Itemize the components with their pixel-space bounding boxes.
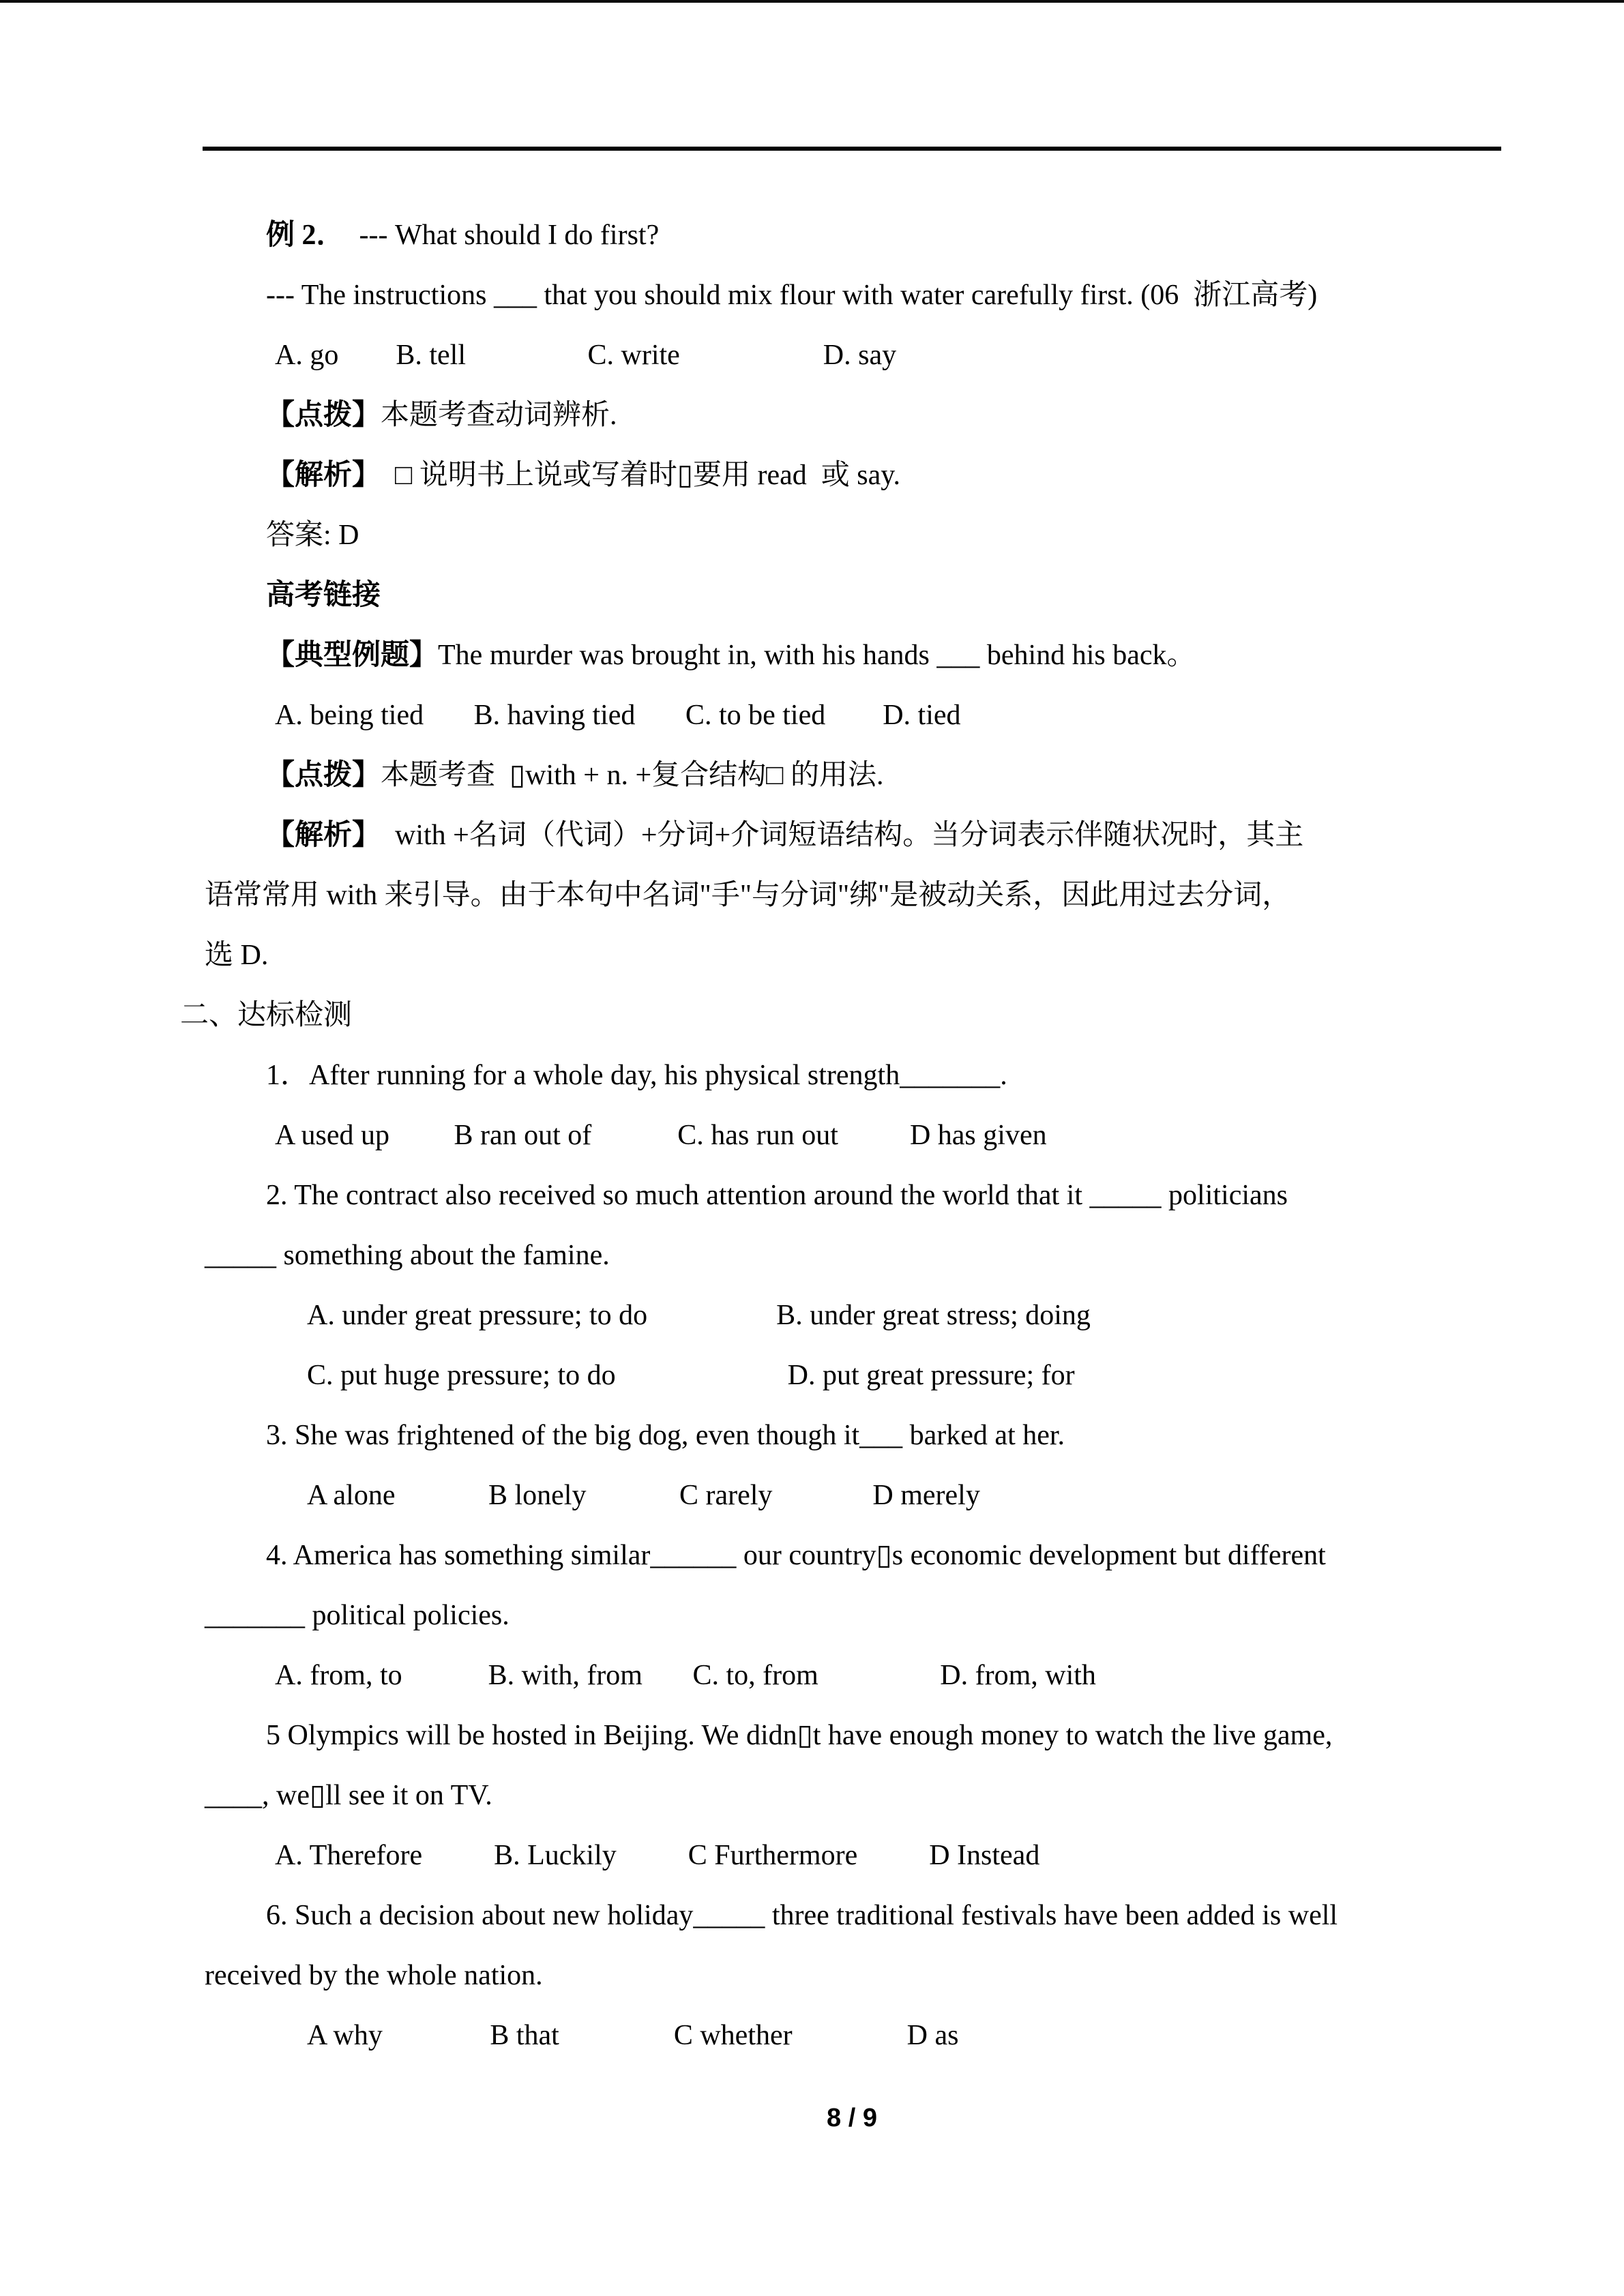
q2-line-2 bbox=[0, 1225, 1624, 1285]
q5-line-1 bbox=[0, 1705, 1624, 1765]
example2-analysis-line bbox=[0, 445, 1624, 505]
typical-example-line bbox=[0, 625, 1624, 685]
hint-label: 【点拨】 bbox=[266, 400, 381, 431]
page-number: 8 / 9 bbox=[827, 2104, 877, 2132]
heading-text: 高考链接 bbox=[266, 580, 381, 611]
q2-options-line-2 bbox=[0, 1345, 1624, 1405]
line-text: 5 Olympics will be hosted in Beijing. We didn▯t have enough money to watch the live game, bbox=[266, 1720, 1333, 1751]
line-text: 语常常用 with 来引导。由于本句中名词"手"与分词"绑"是被动关系，因此用过去分词， bbox=[205, 880, 1291, 911]
line-text: 二、达标检测 bbox=[180, 1000, 353, 1031]
line-text: 本题考查动词辨析. bbox=[381, 400, 617, 431]
typical-example-label: 【典型例题】 bbox=[266, 640, 439, 671]
gaokao-link-heading bbox=[0, 565, 1624, 625]
line-text: A used up B ran out of C. has run out D has given bbox=[275, 1120, 1047, 1151]
line-text: received by the whole nation. bbox=[205, 1960, 543, 1991]
example2-question-line bbox=[0, 205, 1624, 265]
line-text: The murder was brought in, with his hands ___ behind his back。 bbox=[438, 640, 1196, 671]
line-text: A. under great pressure; to do B. under great stress; doing bbox=[307, 1300, 1091, 1331]
q3-line bbox=[0, 1405, 1624, 1465]
q4-options-line bbox=[0, 1645, 1624, 1705]
line-text: 2. The contract also received so much attention around the world that it _____ politicians bbox=[266, 1180, 1288, 1211]
line-text: A. go B. tell C. write D. say bbox=[275, 340, 897, 371]
line-text: A alone B lonely C rarely D merely bbox=[307, 1480, 980, 1511]
example2-options-line bbox=[0, 325, 1624, 385]
line-text: _______ political policies. bbox=[205, 1600, 510, 1631]
example2-hint-line bbox=[0, 385, 1624, 445]
q6-options-line bbox=[0, 2006, 1624, 2066]
typical-analysis-line-1 bbox=[0, 805, 1624, 865]
q4-line-1 bbox=[0, 1525, 1624, 1585]
line-text: 本题考查 ▯with + n. +复合结构□ 的用法. bbox=[381, 760, 884, 791]
header-rule bbox=[203, 147, 1501, 151]
line-text: A why B that C whether D as bbox=[307, 2020, 959, 2051]
line-text: 3. She was frightened of the big dog, even though it___ barked at her. bbox=[266, 1420, 1065, 1451]
example2-answer-line bbox=[0, 505, 1624, 565]
line-text: ____, we▯ll see it on TV. bbox=[205, 1780, 492, 1811]
section2-heading bbox=[0, 985, 1624, 1045]
line-text: 选 D. bbox=[205, 940, 269, 971]
line-text: A. from, to B. with, from C. to, from D. from, with bbox=[275, 1660, 1096, 1691]
q6-line-2 bbox=[0, 1945, 1624, 2006]
example2-stem-line bbox=[0, 265, 1624, 325]
line-text: 4. America has something similar______ our country▯s economic development but different bbox=[266, 1540, 1326, 1571]
line-text: C. put huge pressure; to do D. put great pressure; for bbox=[307, 1360, 1075, 1391]
analysis-label: 【解析】 bbox=[266, 820, 381, 851]
line-text: A. being tied B. having tied C. to be tied D. tied bbox=[275, 700, 961, 731]
line-text: 答案: D bbox=[266, 520, 359, 551]
q1-options-line bbox=[0, 1105, 1624, 1165]
line-text: --- The instructions ___ that you should mix flour with water carefully first. (06 浙江高考) bbox=[266, 280, 1318, 311]
line-text: _____ something about the famine. bbox=[205, 1240, 610, 1271]
line-text: --- What should I do first? bbox=[344, 220, 660, 251]
q4-line-2 bbox=[0, 1585, 1624, 1645]
q5-options-line bbox=[0, 1825, 1624, 1885]
typical-example-options-line bbox=[0, 685, 1624, 745]
document-content bbox=[0, 205, 1624, 2066]
line-text: with +名词（代词）+分词+介词短语结构。当分词表示伴随状况时，其主 bbox=[381, 820, 1304, 851]
analysis-label: 【解析】 bbox=[266, 460, 381, 491]
example2-label: 例 2． bbox=[266, 220, 345, 251]
top-border bbox=[0, 0, 1624, 3]
line-text: A. Therefore B. Luckily C Furthermore D Instead bbox=[275, 1840, 1040, 1871]
typical-analysis-line-2 bbox=[0, 865, 1624, 925]
q2-options-line-1 bbox=[0, 1285, 1624, 1345]
line-text: □ 说明书上说或写着时▯要用 read 或 say. bbox=[381, 460, 901, 491]
q6-line-1 bbox=[0, 1885, 1624, 1945]
q1-line bbox=[0, 1045, 1624, 1105]
typical-hint-line bbox=[0, 745, 1624, 805]
q2-line-1 bbox=[0, 1165, 1624, 1225]
line-text: 1．After running for a whole day, his physical strength_______. bbox=[266, 1060, 1007, 1091]
line-text: 6. Such a decision about new holiday_____ three traditional festivals have been added is well bbox=[266, 1900, 1338, 1931]
q5-line-2 bbox=[0, 1765, 1624, 1825]
hint-label: 【点拨】 bbox=[266, 760, 381, 791]
q3-options-line bbox=[0, 1465, 1624, 1525]
typical-analysis-line-3 bbox=[0, 925, 1624, 985]
